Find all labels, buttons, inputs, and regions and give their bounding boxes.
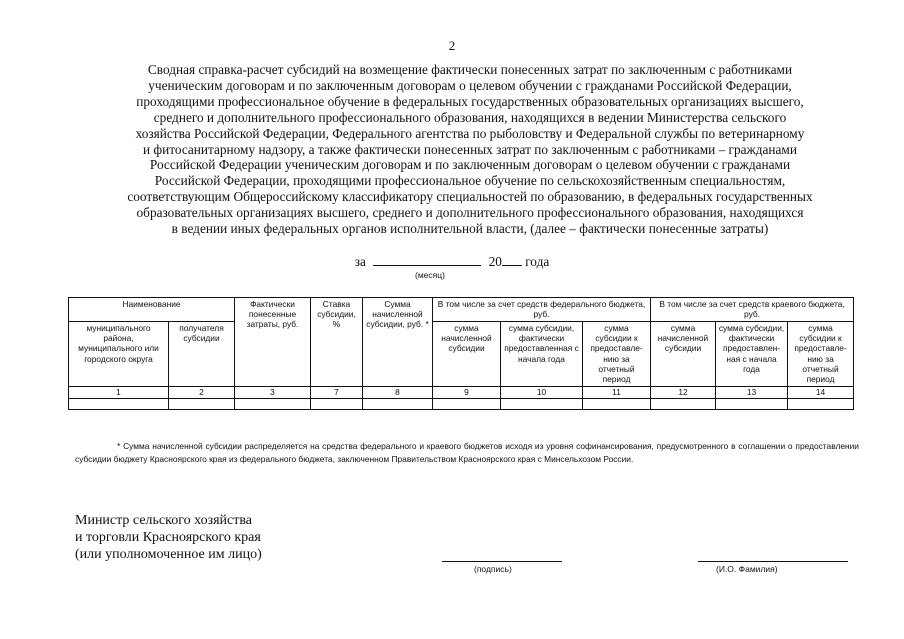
signature-hint: (подпись)	[474, 564, 512, 574]
column-number: 12	[651, 387, 716, 399]
year-prefix: 20	[488, 254, 502, 269]
document-title	[70, 62, 870, 237]
column-number: 9	[433, 387, 501, 399]
table-cell[interactable]	[363, 399, 433, 410]
table-cell[interactable]	[69, 399, 169, 410]
column-number: 13	[716, 387, 788, 399]
table-cell[interactable]	[311, 399, 363, 410]
header-fed-to-provide: сумма субсидии к предоставле-нию за отчетный период	[583, 322, 651, 387]
header-regional-group: В том числе за счет средств краевого бюджета, руб.	[651, 298, 854, 322]
title-line: образовательных организациях высшего, среднего и дополнительного профессионального образования, находящихся	[136, 205, 804, 221]
title-line: и фитосанитарному надзору, а также фактически понесенных затрат по заключенным с работниками – гражданами	[143, 141, 797, 157]
header-reg-provided: сумма субсидии, фактически предоставлен-ная с начала года	[716, 322, 788, 387]
header-fed-provided: сумма субсидии, фактически предоставленная с начала года	[501, 322, 583, 387]
table-cell[interactable]	[716, 399, 788, 410]
month-blank[interactable]	[373, 253, 481, 266]
page-number: 2	[448, 38, 456, 53]
column-number: 7	[311, 387, 363, 399]
column-number-row	[69, 387, 854, 399]
minister-line: и торговли Красноярского края	[75, 530, 261, 545]
table-row	[69, 399, 854, 410]
table-cell[interactable]	[169, 399, 235, 410]
title-line: среднего и дополнительного профессионального образования, находящихся в ведении Министерства сельского	[153, 109, 787, 125]
table-cell[interactable]	[235, 399, 311, 410]
title-line: соответствующим Общероссийскому классификатору специальностей по образованию, в федеральных государственных	[127, 189, 813, 205]
minister-line: Министр сельского хозяйства	[75, 513, 252, 528]
table-cell[interactable]	[788, 399, 854, 410]
report-period	[0, 253, 904, 270]
title-line: ученическим договорам и по заключенным договорам о целевом обучении с гражданами Российской Федерации,	[148, 77, 792, 93]
header-actual-costs: Фактически понесенные затраты, руб.	[235, 298, 311, 387]
column-number: 2	[169, 387, 235, 399]
column-number: 10	[501, 387, 583, 399]
period-suffix: года	[525, 254, 550, 269]
header-reg-accrued: сумма начисленной субсидии	[651, 322, 716, 387]
signature-line[interactable]	[442, 561, 562, 562]
column-number: 3	[235, 387, 311, 399]
header-reg-to-provide: сумма субсидии к предоставле-нию за отчетный период	[788, 322, 854, 387]
title-line: проходящими профессиональное обучение в федеральных государственных образовательных организациях высшего,	[136, 93, 804, 109]
name-line[interactable]	[698, 561, 848, 562]
minister-block	[75, 512, 262, 563]
header-rate: Ставка субсидии, %	[311, 298, 363, 387]
name-hint: (И.О. Фамилия)	[716, 564, 778, 574]
minister-line: (или уполномоченное им лицо)	[75, 547, 262, 562]
period-prefix: за	[354, 254, 366, 269]
header-fed-accrued: сумма начисленной субсидии	[433, 322, 501, 387]
table-cell[interactable]	[501, 399, 583, 410]
column-number: 11	[583, 387, 651, 399]
month-hint: (месяц)	[415, 270, 445, 280]
footnote: * Сумма начисленной субсидии распределяется на средства федерального и краевого бюджетов исходя из уровня софинансирования, предусмотренного в соглашении о предоставлении субсидии бюджету Красноярского края из федерального бюджета, заключенном Правительством Красноярского края с Минсельхозом России.	[75, 441, 859, 464]
column-number: 8	[363, 387, 433, 399]
year-blank[interactable]	[502, 253, 522, 266]
header-municipality: муниципального района, муниципального или городского округа	[69, 322, 169, 387]
subsidy-table	[68, 297, 854, 410]
title-line: Российской Федерации, проходящими профессиональное обучение по сельскохозяйственным специальностям,	[154, 173, 786, 189]
title-line: Сводная справка-расчет субсидий на возмещение фактически понесенных затрат по заключенным с работниками	[147, 62, 793, 77]
header-federal-group: В том числе за счет средств федерального бюджета, руб.	[433, 298, 651, 322]
header-accrued: Сумма начисленной субсидии, руб. *	[363, 298, 433, 387]
table-cell[interactable]	[433, 399, 501, 410]
column-number: 1	[69, 387, 169, 399]
title-line: в ведении иных федеральных органов исполнительной власти, (далее – фактически понесенные затраты)	[171, 221, 769, 237]
header-name-group: Наименование	[69, 298, 235, 322]
table-cell[interactable]	[651, 399, 716, 410]
column-number: 14	[788, 387, 854, 399]
header-recipient: получателя субсидии	[169, 322, 235, 387]
table-cell[interactable]	[583, 399, 651, 410]
title-line: Российской Федерации ученическим договорам и по заключенным договорам о целевом обучении с гражданами	[149, 157, 791, 173]
title-line: хозяйства Российской Федерации, Федерального агентства по рыболовству и Федеральной службы по ветеринарному	[135, 125, 805, 141]
